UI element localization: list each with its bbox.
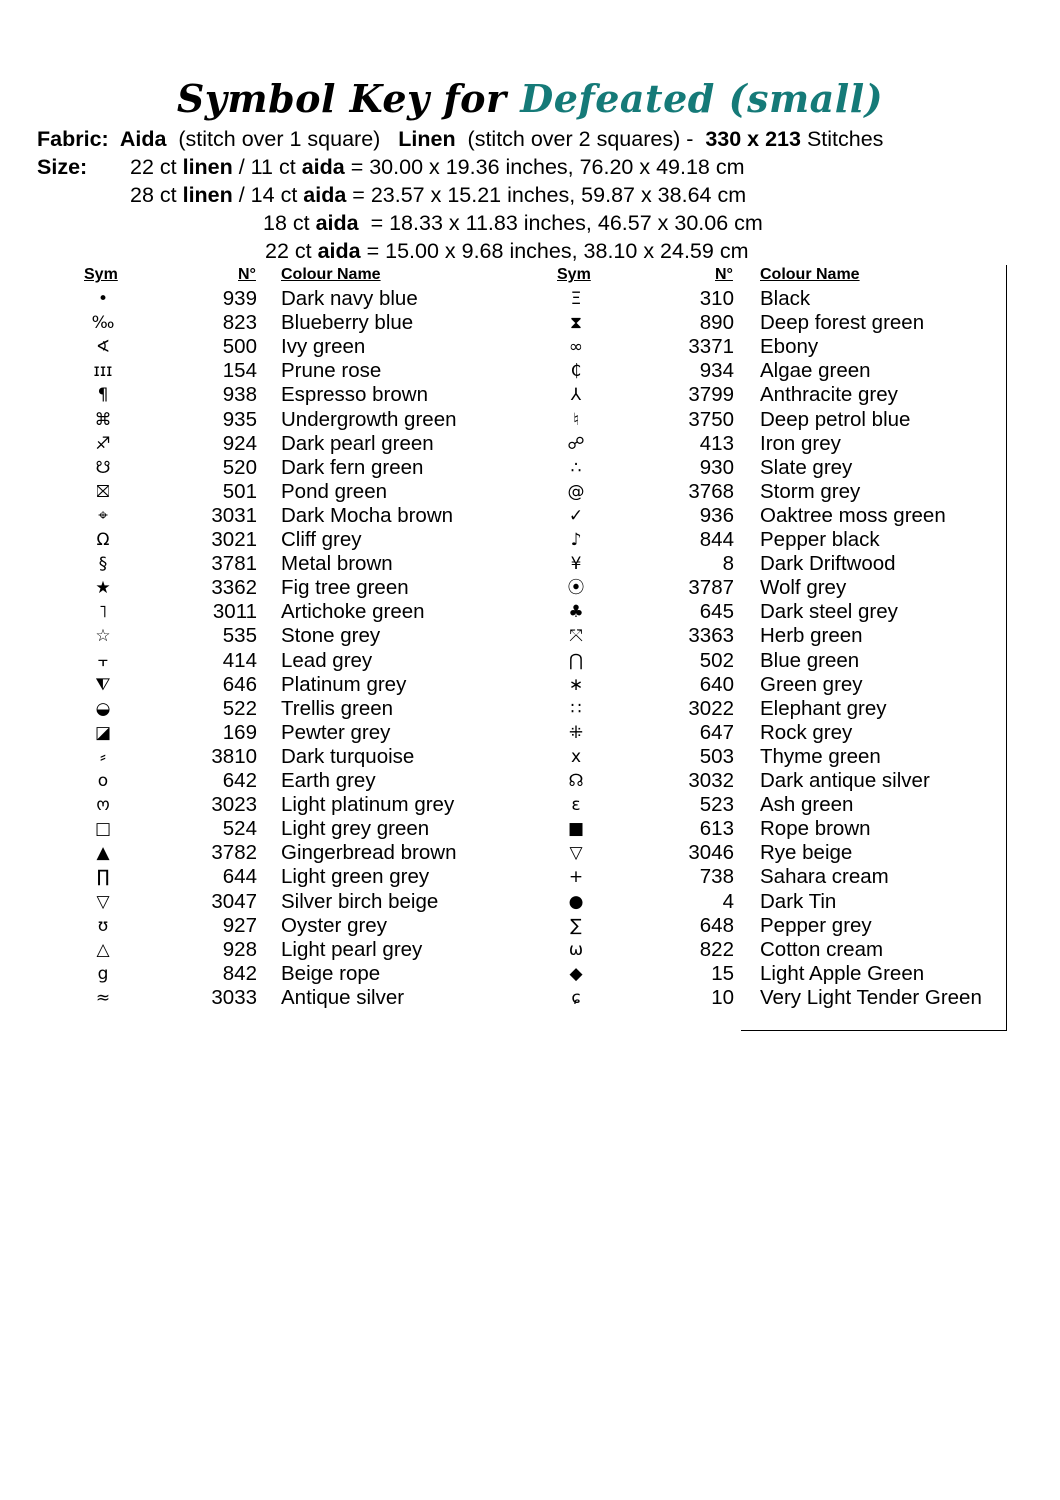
colour-name-cell: Oyster grey — [281, 913, 387, 937]
number-cell: 939 — [222, 287, 257, 310]
symbol-cell: Ξ — [570, 289, 582, 309]
symbol-cell: ε — [571, 795, 581, 816]
symbol-cell: ∗ — [568, 674, 584, 695]
colour-name-cell: Fig tree green — [281, 576, 409, 600]
info-text: = 30.00 x 19.36 inches, 76.20 x 49.18 cm — [344, 155, 745, 179]
symbol-cell: △ — [96, 939, 110, 960]
colour-name-cell: Slate grey — [760, 455, 853, 479]
info-text: aida — [317, 239, 361, 263]
colour-name-cell: Light Apple Green — [760, 961, 925, 985]
symbol-cell: ⛝ — [96, 481, 110, 502]
symbol-cell: ♣ — [568, 602, 584, 623]
symbol-cell: ∞ — [568, 337, 584, 358]
info-text: = 15.00 x 9.68 inches, 38.10 x 24.59 cm — [360, 239, 749, 263]
number-cell: 500 — [222, 335, 257, 359]
header-name-left: Colour Name — [281, 266, 381, 283]
colour-name-cell: Elephant grey — [760, 696, 887, 720]
colour-name-cell: Ash green — [760, 793, 854, 817]
info-text: aida — [315, 211, 359, 235]
number-cell: 3371 — [688, 335, 734, 359]
number-cell: 501 — [222, 479, 257, 503]
number-cell: 640 — [699, 672, 734, 696]
number-cell: 935 — [222, 407, 257, 431]
info-text: 18 ct — [263, 211, 316, 235]
number-cell: 3799 — [688, 383, 734, 407]
colour-name-cell: Lead grey — [281, 648, 373, 672]
symbol-cell: @ — [567, 481, 585, 502]
size-line — [130, 153, 745, 181]
header-num-left: N° — [238, 266, 256, 283]
colour-name-cell: Dark fern green — [281, 455, 424, 479]
symbol-cell: ⧗ — [570, 313, 582, 334]
number-cell: 890 — [699, 311, 734, 335]
symbol-cell: ● — [568, 891, 584, 912]
title-prefix: Symbol Key for — [176, 76, 521, 121]
number-cell: 613 — [699, 817, 734, 841]
number-cell: 936 — [699, 503, 734, 527]
number-cell: 8 — [722, 552, 734, 576]
number-cell: 647 — [699, 720, 734, 744]
colour-name-cell: Herb green — [760, 624, 863, 648]
symbol-cell: ∏ — [96, 867, 110, 888]
symbol-cell: ʊ — [97, 915, 109, 936]
info-text: = 23.57 x 15.21 inches, 59.87 x 38.64 cm — [346, 183, 747, 207]
symbol-cell: ˥ — [98, 602, 108, 623]
table-border-right — [1006, 265, 1007, 1030]
symbol-cell: ⌘ — [94, 409, 112, 430]
info-text: aida — [303, 183, 347, 207]
number-cell: 3023 — [211, 793, 257, 817]
symbol-cell: ⌖ — [98, 505, 108, 526]
colour-name-cell: Very Light Tender Green — [760, 985, 982, 1009]
colour-name-cell: Dark antique silver — [760, 769, 930, 792]
symbol-cell: ω — [568, 939, 584, 960]
number-cell: 503 — [699, 744, 734, 768]
colour-name-cell: Sahara cream — [760, 865, 889, 889]
symbol-cell: ₵ — [570, 361, 582, 382]
info-text: 330 x 213 — [705, 127, 801, 151]
number-cell: 3032 — [688, 769, 734, 792]
number-cell: 842 — [222, 961, 257, 985]
info-text: Linen — [398, 127, 456, 151]
header-name-right: Colour Name — [760, 266, 860, 283]
number-cell: 938 — [222, 383, 257, 407]
number-cell: 928 — [222, 937, 257, 961]
info-text: 22 ct — [130, 155, 183, 179]
info-text: aida — [301, 155, 345, 179]
colour-name-cell: Pewter grey — [281, 720, 391, 744]
number-cell: 502 — [699, 648, 734, 672]
symbol-cell: ★ — [95, 578, 111, 599]
colour-name-cell: Blue green — [760, 648, 860, 672]
symbol-cell: ⤧ — [569, 626, 583, 647]
symbol-cell: g — [97, 963, 109, 984]
symbol-cell: ‰ — [91, 313, 115, 334]
symbol-cell: ɪɪɪ — [93, 361, 113, 382]
symbol-cell: o — [97, 771, 109, 791]
colour-name-cell: Earth grey — [281, 769, 376, 792]
symbol-cell: ⸗ — [100, 746, 106, 767]
symbol-cell: x — [570, 746, 582, 767]
symbol-cell: ♐ — [95, 433, 111, 454]
colour-name-cell: Black — [760, 287, 811, 310]
info-text: Stitches — [800, 127, 884, 151]
number-cell: 3047 — [211, 889, 257, 913]
colour-name-cell: Ebony — [760, 335, 819, 359]
symbol-cell: + — [568, 867, 584, 888]
symbol-cell: ∑ — [570, 915, 582, 936]
colour-name-cell: Dark Tin — [760, 889, 837, 913]
number-cell: 169 — [222, 720, 257, 744]
number-cell: 924 — [222, 431, 257, 455]
colour-name-cell: Silver birch beige — [281, 889, 439, 913]
symbol-cell: ◒ — [95, 698, 111, 719]
info-text: = 18.33 x 11.83 inches, 46.57 x 30.06 cm — [358, 211, 763, 235]
info-text: / 11 ct — [232, 155, 302, 179]
symbol-cell: ∴ — [570, 457, 582, 478]
colour-name-cell: Dark steel grey — [760, 600, 898, 624]
symbol-cell: ⋂ — [569, 650, 583, 671]
colour-name-cell: Dark turquoise — [281, 744, 415, 768]
number-cell: 523 — [699, 793, 734, 817]
symbol-cell: ▽ — [569, 843, 583, 864]
symbol-cell: ◪ — [94, 722, 112, 743]
colour-name-cell: Platinum grey — [281, 672, 407, 696]
colour-name-cell: Oaktree moss green — [760, 503, 946, 527]
number-cell: 4 — [722, 889, 734, 913]
number-cell: 3022 — [688, 696, 734, 720]
symbol-cell: ☆ — [95, 626, 111, 647]
colour-name-cell: Dark Mocha brown — [281, 503, 454, 527]
number-cell: 520 — [222, 455, 257, 479]
number-cell: 3782 — [211, 841, 257, 865]
number-cell: 3021 — [211, 528, 257, 551]
number-cell: 535 — [222, 624, 257, 648]
table-border-bottom — [741, 1030, 1007, 1031]
colour-name-cell: Dark pearl green — [281, 431, 434, 455]
colour-name-cell: Rope brown — [760, 817, 871, 841]
colour-name-cell: Antique silver — [281, 985, 405, 1009]
info-text: Aida — [119, 127, 167, 151]
colour-name-cell: Pepper black — [760, 528, 880, 551]
number-cell: 934 — [699, 359, 734, 383]
symbol-cell: □ — [94, 819, 112, 840]
colour-name-cell: Espresso brown — [281, 383, 428, 407]
number-cell: 3011 — [212, 600, 257, 624]
colour-name-cell: Anthracite grey — [760, 383, 898, 407]
number-cell: 413 — [699, 431, 734, 455]
number-cell: 648 — [699, 913, 734, 937]
symbol-cell: ☍ — [567, 433, 585, 454]
size-line — [263, 209, 763, 237]
number-cell: 522 — [222, 696, 257, 720]
symbol-cell: ¶ — [97, 385, 109, 406]
colour-name-cell: Beige rope — [281, 961, 381, 985]
header-sym-right: Sym — [557, 266, 591, 283]
colour-name-cell: Light green grey — [281, 865, 430, 889]
colour-name-cell: Pepper grey — [760, 913, 872, 937]
symbol-cell: ■ — [567, 819, 585, 840]
number-cell: 3810 — [211, 744, 257, 768]
info-text: linen — [182, 155, 233, 179]
number-cell: 927 — [222, 913, 257, 937]
number-cell: 3033 — [211, 985, 257, 1009]
colour-name-cell: Deep forest green — [760, 311, 925, 335]
colour-name-cell: Light pearl grey — [281, 937, 423, 961]
symbol-cell: ♪ — [570, 530, 582, 550]
colour-name-cell: Undergrowth green — [281, 407, 457, 431]
number-cell: 3363 — [688, 624, 734, 648]
symbol-cell: § — [98, 554, 108, 575]
number-cell: 844 — [699, 528, 734, 551]
info-text: / 14 ct — [232, 183, 304, 207]
number-cell: 3362 — [211, 576, 257, 600]
number-cell: 645 — [699, 600, 734, 624]
symbol-cell: ▽ — [96, 891, 110, 912]
colour-name-cell: Iron grey — [760, 431, 841, 455]
header-sym-left: Sym — [84, 266, 118, 283]
colour-name-cell: Storm grey — [760, 479, 861, 503]
number-cell: 642 — [222, 769, 257, 792]
colour-name-cell: Rye beige — [760, 841, 853, 865]
number-cell: 738 — [699, 865, 734, 889]
symbol-cell: • — [97, 289, 109, 309]
colour-name-cell: Prune rose — [281, 359, 382, 383]
info-text: Fabric: — [37, 127, 120, 151]
colour-name-cell: Algae green — [760, 359, 871, 383]
number-cell: 644 — [222, 865, 257, 889]
number-cell: 15 — [711, 961, 734, 985]
symbol-cell: ≈ — [95, 987, 111, 1008]
number-cell: 524 — [222, 817, 257, 841]
colour-name-cell: Ivy green — [281, 335, 366, 359]
colour-name-cell: Light grey green — [281, 817, 430, 841]
number-cell: 822 — [699, 937, 734, 961]
pattern-name: Defeated (small) — [520, 76, 884, 121]
symbol-cell: ☋ — [95, 457, 111, 478]
colour-name-cell: Stone grey — [281, 624, 381, 648]
number-cell: 154 — [222, 359, 257, 383]
symbol-cell: ¥ — [570, 554, 582, 575]
colour-name-cell: Metal brown — [281, 552, 393, 576]
colour-name-cell: Light platinum grey — [281, 793, 455, 817]
colour-name-cell: Artichoke green — [281, 600, 425, 624]
colour-name-cell: Wolf grey — [760, 576, 847, 600]
number-cell: 3046 — [688, 841, 734, 865]
number-cell: 3768 — [688, 479, 734, 503]
size-line — [130, 181, 746, 209]
symbol-cell: ∷ — [570, 698, 582, 719]
size-line — [265, 237, 748, 265]
symbol-cell: ✓ — [568, 505, 584, 526]
info-text: (stitch over 2 squares) - — [455, 127, 706, 151]
symbol-cell: ⧨ — [95, 674, 111, 695]
symbol-cell: ☊ — [568, 771, 584, 791]
number-cell: 646 — [222, 672, 257, 696]
colour-name-cell: Thyme green — [760, 744, 881, 768]
symbol-cell: ⁜ — [568, 722, 584, 743]
size-label — [37, 153, 87, 181]
number-cell: 3781 — [211, 552, 257, 576]
header-num-right: N° — [715, 266, 733, 283]
number-cell: 310 — [699, 287, 734, 310]
symbol-cell: ო — [96, 795, 110, 816]
info-text: Size: — [37, 155, 88, 179]
colour-name-cell: Deep petrol blue — [760, 407, 911, 431]
symbol-cell: ⅄ — [570, 385, 582, 406]
symbol-cell: ◆ — [569, 963, 583, 984]
fabric-line — [37, 125, 883, 153]
symbol-cell: ⫟ — [97, 650, 109, 671]
colour-name-cell: Trellis green — [281, 696, 394, 720]
colour-name-cell: Pond green — [281, 479, 388, 503]
page-title — [0, 76, 1060, 121]
number-cell: 3750 — [688, 407, 734, 431]
info-text: 22 ct — [265, 239, 318, 263]
colour-name-cell: Cotton cream — [760, 937, 884, 961]
symbol-cell: ▲ — [96, 843, 110, 864]
colour-name-cell: Gingerbread brown — [281, 841, 457, 865]
number-cell: 930 — [699, 455, 734, 479]
number-cell: 10 — [711, 985, 734, 1009]
number-cell: 3031 — [211, 503, 257, 527]
symbol-cell: ɕ — [571, 987, 581, 1008]
symbol-cell: Ω — [96, 530, 110, 550]
symbol-cell: ♮ — [572, 409, 580, 430]
info-text: 28 ct — [130, 183, 183, 207]
number-cell: 823 — [222, 311, 257, 335]
colour-name-cell: Blueberry blue — [281, 311, 414, 335]
info-text: (stitch over 1 square) — [166, 127, 399, 151]
colour-name-cell: Cliff grey — [281, 528, 362, 551]
colour-name-cell: Dark Driftwood — [760, 552, 896, 576]
number-cell: 3787 — [688, 576, 734, 600]
colour-name-cell: Green grey — [760, 672, 863, 696]
colour-name-cell: Dark navy blue — [281, 287, 418, 310]
symbol-cell: ∢ — [95, 337, 111, 358]
number-cell: 414 — [222, 648, 257, 672]
colour-name-cell: Rock grey — [760, 720, 853, 744]
symbol-cell: ⦿ — [567, 578, 585, 599]
info-text: linen — [182, 183, 233, 207]
